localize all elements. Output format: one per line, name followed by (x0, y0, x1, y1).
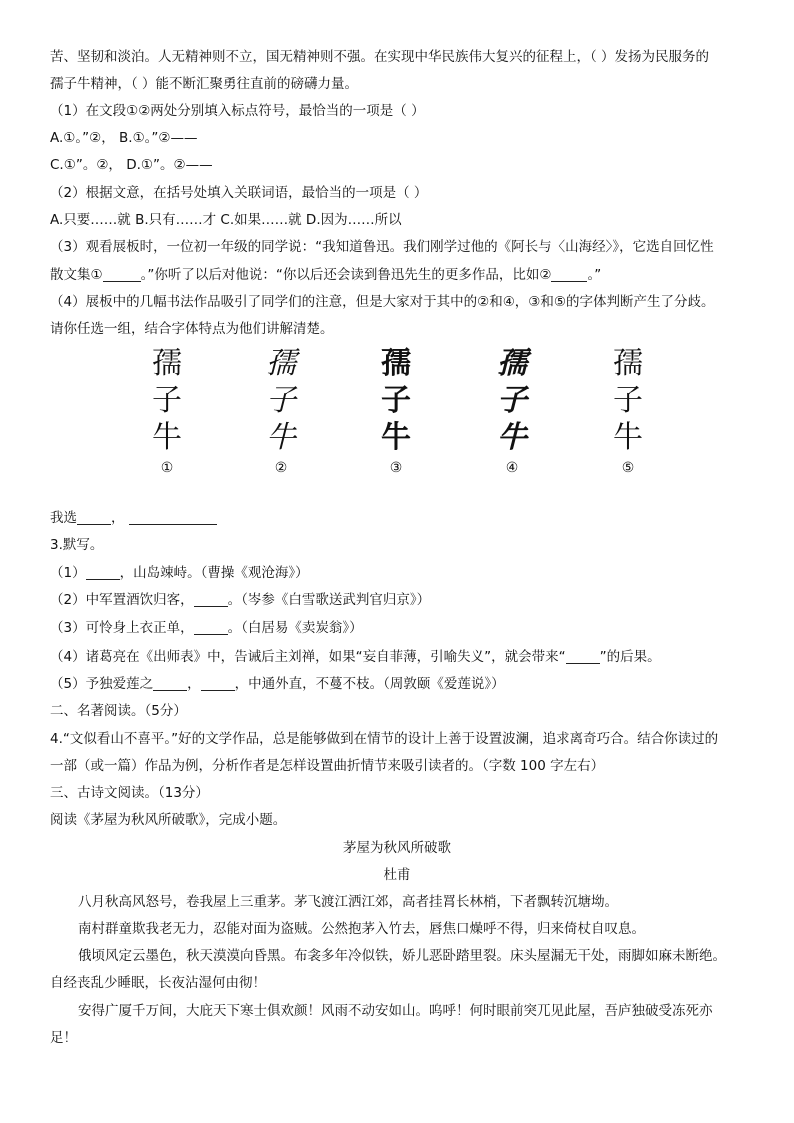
section-dictation-title: 3.默写。 (50, 537, 104, 553)
answer-blank[interactable] (201, 676, 235, 691)
poem-stanza-continued: 自经丧乱少睡眠，长夜沾湿何由彻！ (50, 975, 266, 991)
question-2: （2）根据文意，在括号处填入关联词语，最恰当的一项是（ ） (50, 185, 428, 201)
text-segment: ，中通外直，不蔓不枝。（周敦颐《爱莲说》） (234, 676, 505, 692)
calligraphy-sample-4 (482, 345, 542, 476)
poem-stanza: 八月秋高风怒号，卷我屋上三重茅。茅飞渡江洒江郊，高者挂罥长林梢，下者飘转沉塘坳。 (78, 894, 618, 910)
question-2-options: A.只要……就 B.只有……才 C.如果……就 D.因为……所以 (50, 212, 402, 228)
sample-number: ① (160, 460, 174, 476)
calligraphy-char: 牛 (152, 420, 182, 455)
section-3-title: 三、古诗文阅读。（13分） (50, 785, 209, 801)
text-segment: ，山岛竦峙。（曹操《观沧海》） (119, 565, 309, 581)
text-segment: 我选 (50, 510, 77, 526)
text-segment: 。”你听了以后对他说：“你以后还会读到鲁迅先生的更多作品，比如② (140, 267, 552, 283)
calligraphy-char: 子 (497, 383, 527, 418)
calligraphy-sample-2 (251, 345, 311, 476)
text-segment: 。（白居易《卖炭翁》） (227, 620, 363, 636)
selection-line (50, 508, 217, 528)
answer-blank[interactable] (77, 510, 111, 525)
calligraphy-char: 牛 (266, 420, 296, 455)
dictation-3 (50, 618, 363, 638)
poem-stanza: 安得广厦千万间，大庇天下寒士俱欢颜！风雨不动安如山。呜呼！何时眼前突兀见此屋，吾庐独破受冻死亦 (78, 1003, 713, 1019)
text-segment: （1） (50, 565, 86, 581)
calligraphy-char: 孺 (152, 346, 182, 381)
question-1-options-ab: A.①。”②， B.①。”②—— (50, 130, 198, 146)
answer-blank[interactable] (551, 267, 587, 282)
calligraphy-sample-5 (598, 345, 658, 476)
calligraphy-char: 牛 (381, 420, 411, 455)
question-3-line-1: （3）观看展板时，一位初一年级的同学说：“我知道鲁迅。我们刚学过他的《阿长与〈山海经〉》，它选自回忆性 (50, 239, 714, 255)
answer-blank[interactable] (86, 565, 120, 580)
calligraphy-samples (120, 345, 680, 495)
calligraphy-char: 孺 (613, 346, 643, 381)
question-4-line-1: （4）展板中的几幅书法作品吸引了同学们的注意，但是大家对于其中的②和④，③和⑤的字体判断产生了分歧。 (50, 294, 715, 310)
calligraphy-char: 孺 (266, 346, 296, 381)
dictation-2 (50, 590, 430, 610)
sample-number: ④ (505, 460, 519, 476)
calligraphy-char: 子 (152, 383, 182, 418)
sample-number: ⑤ (621, 460, 635, 476)
text-segment: ”的后果。 (599, 649, 661, 665)
poem-stanza-continued: 足！ (50, 1030, 77, 1046)
calligraphy-char: 牛 (497, 420, 527, 455)
text-segment: （3）可怜身上衣正单， (50, 620, 194, 636)
answer-blank[interactable] (153, 676, 187, 691)
text-segment: ， (187, 676, 201, 692)
calligraphy-sample-1 (137, 345, 197, 476)
section-2-title: 二、名著阅读。（5分） (50, 703, 187, 719)
answer-blank[interactable] (194, 592, 228, 607)
text-segment: （5）予独爱莲之 (50, 676, 154, 692)
text-segment: 。” (587, 267, 602, 283)
poem-stanza: 俄顷风定云墨色，秋天漠漠向昏黑。布衾多年冷似铁，娇儿恶卧踏里裂。床头屋漏无干处，雨脚如麻未断绝。 (78, 948, 726, 964)
answer-blank[interactable] (194, 620, 228, 635)
calligraphy-char: 子 (613, 383, 643, 418)
poem-author: 杜甫 (383, 867, 411, 883)
calligraphy-sample-3 (366, 345, 426, 476)
calligraphy-char: 孺 (381, 346, 411, 381)
sample-number: ③ (389, 460, 403, 476)
poem-stanza: 南村群童欺我老无力，忍能对面为盗贼。公然抱茅入竹去，唇焦口燥呼不得，归来倚杖自叹息。 (78, 921, 645, 937)
question-4-line-2: 请你任选一组，结合字体特点为他们讲解清楚。 (50, 321, 334, 337)
passage-line: 苦、坚韧和淡泊。人无精神则不立，国无精神则不强。在实现中华民族伟大复兴的征程上，（ ）发扬为民服务的 (50, 49, 710, 65)
calligraphy-char: 牛 (613, 420, 643, 455)
poem-title: 茅屋为秋风所破歌 (343, 840, 451, 856)
dictation-5 (50, 674, 505, 694)
reading-instruction: 阅读《茅屋为秋风所破歌》，完成小题。 (50, 812, 287, 828)
dictation-4 (50, 647, 661, 667)
answer-blank[interactable] (129, 510, 217, 525)
question-1: （1）在文段①②两处分别填入标点符号，最恰当的一项是（ ） (50, 103, 425, 119)
calligraphy-char: 子 (266, 383, 296, 418)
answer-blank[interactable] (566, 649, 600, 664)
calligraphy-char: 孺 (497, 346, 527, 381)
text-segment: （2）中军置酒饮归客， (50, 592, 194, 608)
passage-line: 孺子牛精神，（ ）能不断汇聚勇往直前的磅礴力量。 (50, 76, 359, 92)
sample-number: ② (274, 460, 288, 476)
question-3-line-2 (50, 265, 601, 285)
text-segment: 散文集① (50, 267, 103, 283)
answer-blank[interactable] (103, 267, 141, 282)
question-1-options-cd: C.①”。②， D.①”。②—— (50, 157, 213, 173)
dictation-1 (50, 563, 309, 583)
text-segment: ， (111, 510, 125, 526)
question-4-classics-line-1: 4.“文似看山不喜平。”好的文学作品，总是能够做到在情节的设计上善于设置波澜，追求离奇巧合。结合你读过的 (50, 731, 719, 747)
text-segment: 。（岑参《白雪歌送武判官归京》） (227, 592, 431, 608)
calligraphy-char: 子 (381, 383, 411, 418)
question-4-classics-line-2: 一部（或一篇）作品为例，分析作者是怎样设置曲折情节来吸引读者的。（字数 100 字左右） (50, 758, 605, 774)
text-segment: （4）诸葛亮在《出师表》中，告诫后主刘禅，如果“妄自菲薄，引喻失义”，就会带来“ (50, 649, 566, 665)
